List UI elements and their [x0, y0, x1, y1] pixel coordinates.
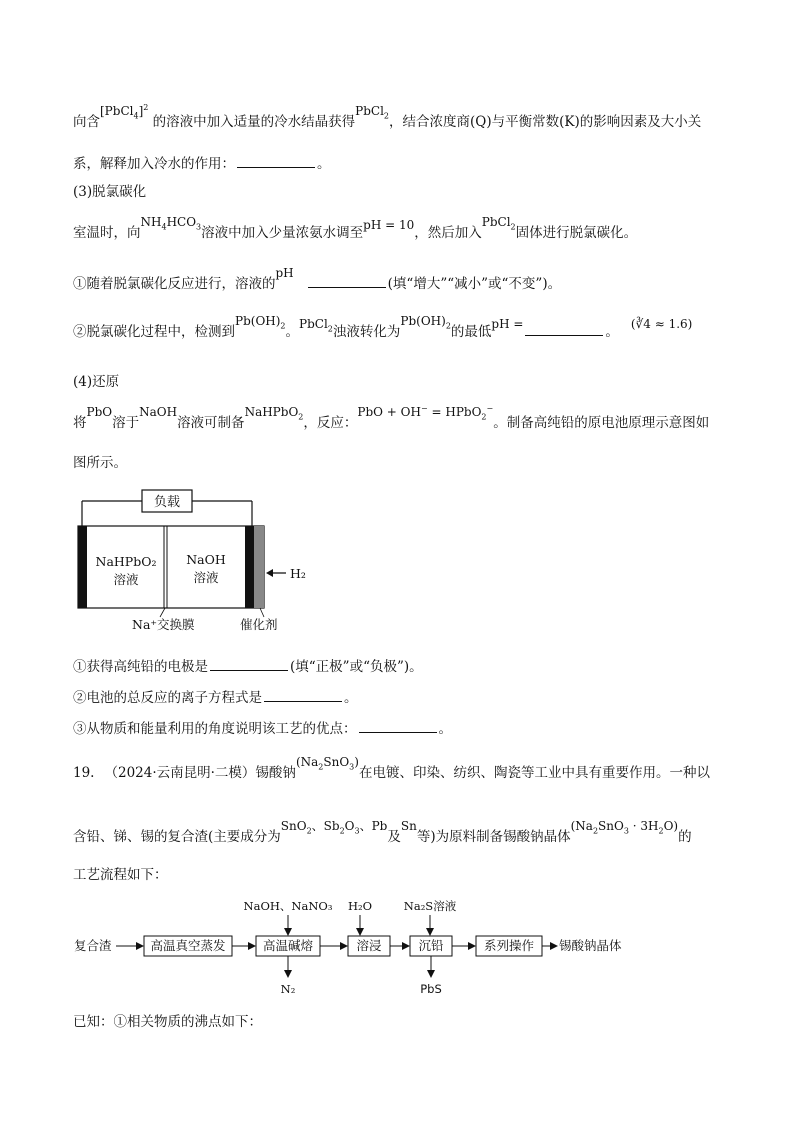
- text: 的: [678, 829, 692, 845]
- subscript: 2: [280, 321, 286, 331]
- text: ③从物质和能量利用的角度说明该工艺的优点：: [73, 721, 357, 737]
- formula-text: Pb(OH): [400, 314, 446, 328]
- section-3-title: [73, 183, 146, 201]
- text: ①获得高纯铅的电极是: [73, 659, 208, 675]
- text: 溶液中加入少量浓氨水调至: [201, 225, 364, 241]
- flow-end-product: 锡酸钠晶体: [559, 938, 622, 953]
- flow-box-label: 沉铅: [418, 938, 444, 953]
- formula-ph: pH = 10: [363, 218, 415, 232]
- formula-ph: pH =: [491, 317, 524, 331]
- formula-text: NaHPbO: [244, 405, 299, 419]
- text: 室温时，向: [73, 225, 141, 241]
- formula-pboh2: [235, 314, 286, 331]
- answer-blank[interactable]: [210, 658, 288, 671]
- superscript: −: [420, 404, 428, 413]
- left-solution-label-2: 溶液: [113, 572, 139, 587]
- lead-electrode: [78, 526, 87, 608]
- flow-output-pbs: PbS: [420, 982, 442, 996]
- text: 及: [387, 829, 401, 845]
- text: ②脱氯碳化过程中，检测到: [73, 324, 235, 340]
- formula-sn: Sn: [400, 819, 417, 833]
- answer-2: [73, 689, 358, 707]
- text: 的最低: [450, 324, 492, 340]
- flow-box-label: 高温碱熔: [262, 938, 314, 953]
- section-4-title: [73, 373, 119, 391]
- text: 图所示。: [73, 455, 127, 471]
- subscript: 2: [592, 826, 599, 836]
- text: ②电池的总反应的离子方程式是: [73, 690, 262, 706]
- text: 的溶液中加入适量的冷水结晶获得: [152, 114, 356, 130]
- superscript: 2: [143, 103, 149, 112]
- text: 。制备高纯铅的原电池原理示意图如: [493, 415, 710, 431]
- formula-pbo: PbO: [86, 405, 113, 419]
- formula-na2sno3: [295, 755, 359, 772]
- formula-text: (Na: [570, 819, 593, 833]
- subscript: 2: [298, 412, 304, 422]
- formula-pbcl2: [355, 104, 390, 121]
- right-solution-label-2: 溶液: [193, 570, 219, 585]
- formula-pbcl2: [481, 215, 516, 232]
- text: 已知：①相关物质的沸点如下：: [73, 1014, 262, 1030]
- subscript: 2: [306, 826, 312, 836]
- text: 含铅、锑、锡的复合渣(主要成分为: [73, 829, 281, 845]
- formula-text: [PbCl: [100, 104, 134, 118]
- text: 将: [73, 415, 87, 431]
- text: 在电镀、印染、纺织、陶瓷等工业中具有重要作用。一种以: [358, 765, 710, 781]
- para-line-4: [73, 404, 710, 437]
- formula-text: HCO: [166, 215, 197, 229]
- subscript: 3: [349, 762, 355, 772]
- formula-text: PbO + OH: [357, 405, 421, 419]
- formula-pbcl2: [299, 317, 333, 334]
- heading: (3)脱氯碳化: [73, 184, 147, 200]
- subscript: 3: [354, 826, 360, 836]
- text: 向含: [73, 114, 100, 130]
- catalyst-label: 催化剂: [240, 617, 278, 632]
- question-number: 19.: [73, 765, 95, 781]
- question-1: [73, 266, 562, 293]
- formula-nahpbo2: [244, 405, 304, 422]
- flow-input-na2s: Na₂S溶液: [403, 899, 457, 913]
- membrane-label: Na⁺交换膜: [132, 617, 195, 632]
- para-line-5: [73, 454, 127, 472]
- text: 。: [285, 324, 300, 340]
- flow-start: 复合渣: [74, 938, 112, 953]
- formula-text: 、Sb: [311, 819, 340, 833]
- text: 。: [317, 156, 331, 172]
- text: 。: [344, 690, 358, 706]
- formula-ph: pH: [275, 266, 294, 280]
- answer-3: [73, 720, 452, 738]
- subscript: 2: [481, 412, 487, 422]
- subscript: 2: [510, 222, 516, 232]
- question-19-line-2: [73, 819, 692, 851]
- question-19-line-3: [73, 866, 168, 884]
- formula-text: ): [354, 755, 359, 769]
- formula-naoh: NaOH: [139, 405, 178, 419]
- formula-text: O: [344, 819, 355, 833]
- text: 工艺流程如下：: [73, 867, 168, 883]
- text: ①随着脱氯碳化反应进行，溶液的: [73, 276, 276, 292]
- formula-pbcl4: [100, 103, 149, 121]
- answer-blank[interactable]: [308, 275, 386, 288]
- text: ，然后加入: [414, 225, 482, 241]
- formula-text: NH: [140, 215, 162, 229]
- para-line-1: [73, 103, 702, 136]
- load-label: 负载: [153, 495, 181, 510]
- text: 。: [438, 721, 452, 737]
- subscript: 4: [161, 222, 167, 232]
- text: 等)为原料制备锡酸钠晶体: [416, 829, 571, 845]
- subscript: 2: [318, 762, 324, 772]
- text: 溶液可制备: [177, 415, 245, 431]
- formula-text: Pb(OH): [235, 314, 281, 328]
- formula-nh4hco3: [140, 215, 202, 232]
- formula-text: = HPbO: [427, 405, 482, 419]
- formula-text: (Na: [295, 755, 319, 769]
- answer-blank[interactable]: [264, 689, 342, 702]
- formula-text: SnO: [598, 819, 624, 833]
- text: 固体进行脱氯碳化。: [515, 225, 638, 241]
- question-19: [73, 755, 710, 787]
- superscript: −: [486, 404, 494, 413]
- formula-text: ]: [138, 104, 144, 118]
- text: 系，解释加入冷水的作用：: [73, 156, 235, 172]
- left-solution-label: NaHPbO₂: [95, 554, 157, 569]
- formula-text: SnO: [280, 819, 307, 833]
- answer-blank[interactable]: [525, 323, 603, 336]
- formula-pboh2: [400, 314, 451, 331]
- catalyst-layer: [254, 526, 264, 608]
- subscript: 2: [445, 321, 451, 331]
- process-flow-diagram: [70, 892, 670, 1000]
- text: (填“增大”“减小”或“不变”)。: [387, 276, 562, 292]
- subscript: 4: [133, 111, 139, 121]
- right-electrode: [245, 526, 254, 608]
- formula-reaction: [357, 404, 494, 422]
- formula-text: · 3H: [628, 819, 659, 833]
- subscript: 2: [658, 826, 664, 836]
- formula-components: [280, 819, 388, 836]
- heading: (4)还原: [73, 374, 120, 390]
- h2-label: H₂: [290, 566, 306, 581]
- formula-text: PbCl: [299, 317, 328, 331]
- para-line-2: [73, 155, 331, 173]
- hint: (∛4 ≈ 1.6): [630, 317, 693, 331]
- flow-input-reagent: NaOH、NaNO₃: [243, 899, 333, 913]
- answer-blank[interactable]: [359, 720, 437, 733]
- subscript: 2: [383, 111, 390, 121]
- formula-text: 、Pb: [359, 819, 388, 833]
- known-conditions: [73, 1013, 262, 1031]
- formula-crystal: [570, 819, 679, 836]
- subscript: 2: [339, 826, 345, 836]
- text: ，结合浓度商(Q)与平衡常数(K)的影响因素及大小关: [389, 114, 702, 130]
- question-2: [73, 314, 693, 346]
- text: （2024·云南昆明·二模）锡酸钠: [104, 765, 296, 781]
- text: 浊液转化为: [332, 324, 401, 340]
- formula-text: O): [663, 819, 679, 833]
- text: (填“正极”或“负极”)。: [290, 659, 423, 675]
- answer-blank[interactable]: [237, 155, 315, 168]
- formula-text: PbCl: [481, 215, 511, 229]
- answer-1: [73, 658, 423, 676]
- text: 。: [605, 324, 619, 340]
- flow-input-water: H₂O: [347, 899, 373, 913]
- para-line-3: [73, 215, 638, 247]
- text: 溶于: [112, 415, 140, 431]
- subscript: 2: [327, 324, 333, 334]
- formula-text: PbCl: [355, 104, 384, 118]
- flow-box-label: 高温真空蒸发: [150, 938, 226, 953]
- right-solution-label: NaOH: [186, 552, 226, 567]
- flow-box-label: 溶浸: [356, 938, 382, 953]
- flow-output-n2: N₂: [280, 982, 296, 996]
- subscript: 3: [196, 222, 202, 232]
- flow-box-label: 系列操作: [483, 938, 535, 953]
- text: ，反应：: [303, 415, 358, 431]
- galvanic-cell-diagram: [70, 486, 330, 634]
- formula-text: SnO: [323, 755, 350, 769]
- subscript: 3: [623, 826, 629, 836]
